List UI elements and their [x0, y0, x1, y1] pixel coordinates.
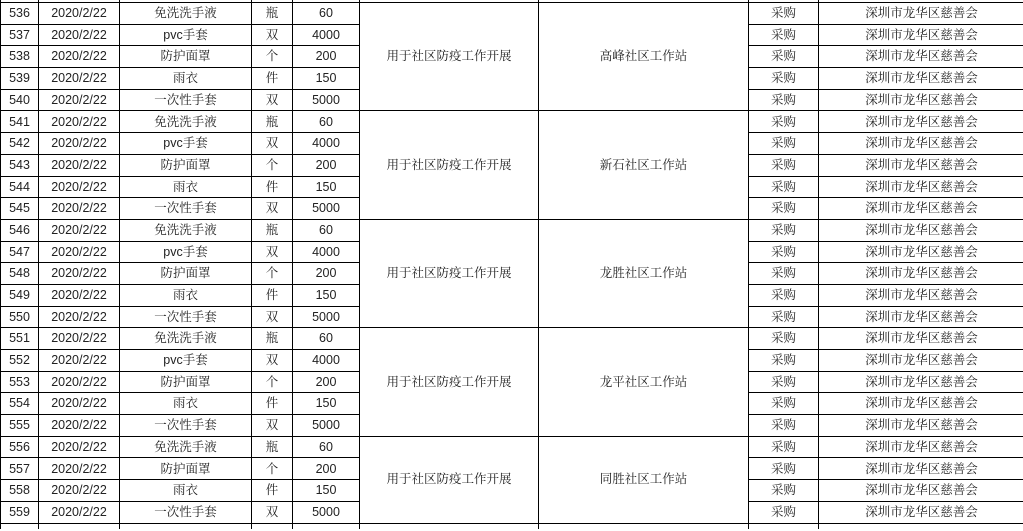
partial-cell: [1, 523, 39, 529]
table-row: [1, 436, 1023, 458]
quantity-cell: 150: [293, 284, 360, 306]
community-cell: 高峰社区工作站: [539, 3, 749, 111]
partial-cell: [749, 523, 819, 529]
unit-cell: 个: [252, 154, 293, 176]
method-cell: 采购: [749, 241, 819, 263]
date-cell: 2020/2/22: [39, 111, 120, 133]
row-number-cell: 539: [1, 68, 39, 90]
quantity-cell: 5000: [293, 198, 360, 220]
date-cell: 2020/2/22: [39, 350, 120, 372]
unit-cell: 双: [252, 350, 293, 372]
date-cell: 2020/2/22: [39, 89, 120, 111]
date-cell: 2020/2/22: [39, 306, 120, 328]
unit-cell: 双: [252, 415, 293, 437]
row-number-cell: 553: [1, 371, 39, 393]
quantity-cell: 5000: [293, 89, 360, 111]
date-cell: 2020/2/22: [39, 176, 120, 198]
item-cell: 防护面罩: [120, 458, 252, 480]
item-cell: 雨衣: [120, 480, 252, 502]
method-cell: 采购: [749, 46, 819, 68]
purpose-cell: 用于社区防疫工作开展: [360, 328, 539, 436]
unit-cell: 双: [252, 24, 293, 46]
row-number-cell: 546: [1, 219, 39, 241]
quantity-cell: 5000: [293, 415, 360, 437]
row-number-cell: 554: [1, 393, 39, 415]
quantity-cell: 60: [293, 3, 360, 25]
partial-cell: [360, 523, 539, 529]
item-cell: 一次性手套: [120, 89, 252, 111]
method-cell: 采购: [749, 176, 819, 198]
row-number-cell: 556: [1, 436, 39, 458]
unit-cell: 件: [252, 480, 293, 502]
purpose-cell: 用于社区防疫工作开展: [360, 436, 539, 523]
method-cell: 采购: [749, 263, 819, 285]
quantity-cell: 4000: [293, 241, 360, 263]
org-cell: 深圳市龙华区慈善会: [819, 24, 1023, 46]
quantity-cell: 4000: [293, 24, 360, 46]
item-cell: pvc手套: [120, 350, 252, 372]
org-cell: 深圳市龙华区慈善会: [819, 393, 1023, 415]
org-cell: 深圳市龙华区慈善会: [819, 436, 1023, 458]
row-number-cell: 536: [1, 3, 39, 25]
quantity-cell: 150: [293, 68, 360, 90]
item-cell: 一次性手套: [120, 306, 252, 328]
purpose-cell: 用于社区防疫工作开展: [360, 219, 539, 327]
unit-cell: 双: [252, 241, 293, 263]
method-cell: 采购: [749, 415, 819, 437]
community-cell: 龙平社区工作站: [539, 328, 749, 436]
org-cell: 深圳市龙华区慈善会: [819, 3, 1023, 25]
date-cell: 2020/2/22: [39, 133, 120, 155]
method-cell: 采购: [749, 284, 819, 306]
date-cell: 2020/2/22: [39, 46, 120, 68]
method-cell: 采购: [749, 24, 819, 46]
method-cell: 采购: [749, 480, 819, 502]
item-cell: 雨衣: [120, 68, 252, 90]
item-cell: 防护面罩: [120, 263, 252, 285]
org-cell: 深圳市龙华区慈善会: [819, 306, 1023, 328]
unit-cell: 件: [252, 284, 293, 306]
quantity-cell: 5000: [293, 501, 360, 523]
org-cell: 深圳市龙华区慈善会: [819, 154, 1023, 176]
method-cell: 采购: [749, 501, 819, 523]
org-cell: 深圳市龙华区慈善会: [819, 415, 1023, 437]
method-cell: 采购: [749, 306, 819, 328]
quantity-cell: 4000: [293, 133, 360, 155]
quantity-cell: 200: [293, 371, 360, 393]
table-row: [1, 111, 1023, 133]
org-cell: 深圳市龙华区慈善会: [819, 501, 1023, 523]
partial-cell: [39, 523, 120, 529]
org-cell: 深圳市龙华区慈善会: [819, 68, 1023, 90]
org-cell: 深圳市龙华区慈善会: [819, 133, 1023, 155]
unit-cell: 瓶: [252, 111, 293, 133]
row-number-cell: 557: [1, 458, 39, 480]
quantity-cell: 60: [293, 219, 360, 241]
row-number-cell: 549: [1, 284, 39, 306]
row-number-cell: 541: [1, 111, 39, 133]
unit-cell: 双: [252, 306, 293, 328]
row-number-cell: 559: [1, 501, 39, 523]
donation-table-body: [1, 0, 1023, 529]
method-cell: 采购: [749, 436, 819, 458]
unit-cell: 件: [252, 393, 293, 415]
quantity-cell: 150: [293, 176, 360, 198]
row-number-cell: 544: [1, 176, 39, 198]
item-cell: 防护面罩: [120, 46, 252, 68]
quantity-cell: 150: [293, 480, 360, 502]
org-cell: 深圳市龙华区慈善会: [819, 111, 1023, 133]
unit-cell: 个: [252, 458, 293, 480]
unit-cell: 瓶: [252, 219, 293, 241]
row-number-cell: 540: [1, 89, 39, 111]
org-cell: 深圳市龙华区慈善会: [819, 458, 1023, 480]
date-cell: 2020/2/22: [39, 3, 120, 25]
method-cell: 采购: [749, 154, 819, 176]
date-cell: 2020/2/22: [39, 24, 120, 46]
org-cell: 深圳市龙华区慈善会: [819, 198, 1023, 220]
purpose-cell: 用于社区防疫工作开展: [360, 111, 539, 219]
quantity-cell: 60: [293, 436, 360, 458]
item-cell: 免洗洗手液: [120, 219, 252, 241]
community-cell: 龙胜社区工作站: [539, 219, 749, 327]
method-cell: 采购: [749, 458, 819, 480]
org-cell: 深圳市龙华区慈善会: [819, 371, 1023, 393]
date-cell: 2020/2/22: [39, 284, 120, 306]
quantity-cell: 200: [293, 154, 360, 176]
unit-cell: 瓶: [252, 436, 293, 458]
date-cell: 2020/2/22: [39, 154, 120, 176]
date-cell: 2020/2/22: [39, 241, 120, 263]
row-number-cell: 555: [1, 415, 39, 437]
row-number-cell: 542: [1, 133, 39, 155]
item-cell: 雨衣: [120, 176, 252, 198]
org-cell: 深圳市龙华区慈善会: [819, 284, 1023, 306]
method-cell: 采购: [749, 68, 819, 90]
method-cell: 采购: [749, 219, 819, 241]
unit-cell: 瓶: [252, 328, 293, 350]
row-number-cell: 550: [1, 306, 39, 328]
quantity-cell: 4000: [293, 350, 360, 372]
quantity-cell: 150: [293, 393, 360, 415]
quantity-cell: 200: [293, 46, 360, 68]
item-cell: 防护面罩: [120, 154, 252, 176]
date-cell: 2020/2/22: [39, 219, 120, 241]
table-row: [1, 3, 1023, 25]
org-cell: 深圳市龙华区慈善会: [819, 176, 1023, 198]
org-cell: 深圳市龙华区慈善会: [819, 328, 1023, 350]
org-cell: 深圳市龙华区慈善会: [819, 263, 1023, 285]
partial-cell: [293, 523, 360, 529]
unit-cell: 件: [252, 176, 293, 198]
row-number-cell: 538: [1, 46, 39, 68]
quantity-cell: 200: [293, 263, 360, 285]
row-number-cell: 552: [1, 350, 39, 372]
quantity-cell: 5000: [293, 306, 360, 328]
community-cell: 同胜社区工作站: [539, 436, 749, 523]
method-cell: 采购: [749, 111, 819, 133]
row-number-cell: 545: [1, 198, 39, 220]
item-cell: 免洗洗手液: [120, 328, 252, 350]
org-cell: 深圳市龙华区慈善会: [819, 89, 1023, 111]
unit-cell: 瓶: [252, 3, 293, 25]
date-cell: 2020/2/22: [39, 436, 120, 458]
row-number-cell: 558: [1, 480, 39, 502]
unit-cell: 个: [252, 371, 293, 393]
item-cell: pvc手套: [120, 133, 252, 155]
date-cell: 2020/2/22: [39, 68, 120, 90]
row-number-cell: 547: [1, 241, 39, 263]
item-cell: 雨衣: [120, 284, 252, 306]
table-row: [1, 328, 1023, 350]
quantity-cell: 60: [293, 111, 360, 133]
row-number-cell: 548: [1, 263, 39, 285]
method-cell: 采购: [749, 133, 819, 155]
item-cell: 免洗洗手液: [120, 3, 252, 25]
row-number-cell: 537: [1, 24, 39, 46]
unit-cell: 双: [252, 198, 293, 220]
date-cell: 2020/2/22: [39, 501, 120, 523]
purpose-cell: 用于社区防疫工作开展: [360, 3, 539, 111]
item-cell: 免洗洗手液: [120, 436, 252, 458]
item-cell: 一次性手套: [120, 501, 252, 523]
org-cell: 深圳市龙华区慈善会: [819, 480, 1023, 502]
method-cell: 采购: [749, 328, 819, 350]
date-cell: 2020/2/22: [39, 458, 120, 480]
community-cell: 新石社区工作站: [539, 111, 749, 219]
row-number-cell: 551: [1, 328, 39, 350]
item-cell: 一次性手套: [120, 415, 252, 437]
date-cell: 2020/2/22: [39, 371, 120, 393]
row-number-cell: 543: [1, 154, 39, 176]
item-cell: 免洗洗手液: [120, 111, 252, 133]
quantity-cell: 200: [293, 458, 360, 480]
partial-row-bottom: [1, 523, 1023, 529]
unit-cell: 个: [252, 46, 293, 68]
method-cell: 采购: [749, 198, 819, 220]
org-cell: 深圳市龙华区慈善会: [819, 241, 1023, 263]
unit-cell: 双: [252, 133, 293, 155]
item-cell: pvc手套: [120, 241, 252, 263]
item-cell: 防护面罩: [120, 371, 252, 393]
date-cell: 2020/2/22: [39, 263, 120, 285]
org-cell: 深圳市龙华区慈善会: [819, 350, 1023, 372]
item-cell: pvc手套: [120, 24, 252, 46]
date-cell: 2020/2/22: [39, 480, 120, 502]
date-cell: 2020/2/22: [39, 328, 120, 350]
table-row: [1, 219, 1023, 241]
unit-cell: 件: [252, 68, 293, 90]
partial-cell: [252, 523, 293, 529]
partial-cell: [120, 523, 252, 529]
item-cell: 雨衣: [120, 393, 252, 415]
partial-cell: [539, 523, 749, 529]
method-cell: 采购: [749, 350, 819, 372]
unit-cell: 双: [252, 89, 293, 111]
method-cell: 采购: [749, 371, 819, 393]
partial-cell: [819, 523, 1023, 529]
unit-cell: 双: [252, 501, 293, 523]
date-cell: 2020/2/22: [39, 393, 120, 415]
method-cell: 采购: [749, 89, 819, 111]
unit-cell: 个: [252, 263, 293, 285]
date-cell: 2020/2/22: [39, 198, 120, 220]
date-cell: 2020/2/22: [39, 415, 120, 437]
org-cell: 深圳市龙华区慈善会: [819, 219, 1023, 241]
method-cell: 采购: [749, 3, 819, 25]
method-cell: 采购: [749, 393, 819, 415]
org-cell: 深圳市龙华区慈善会: [819, 46, 1023, 68]
item-cell: 一次性手套: [120, 198, 252, 220]
quantity-cell: 60: [293, 328, 360, 350]
